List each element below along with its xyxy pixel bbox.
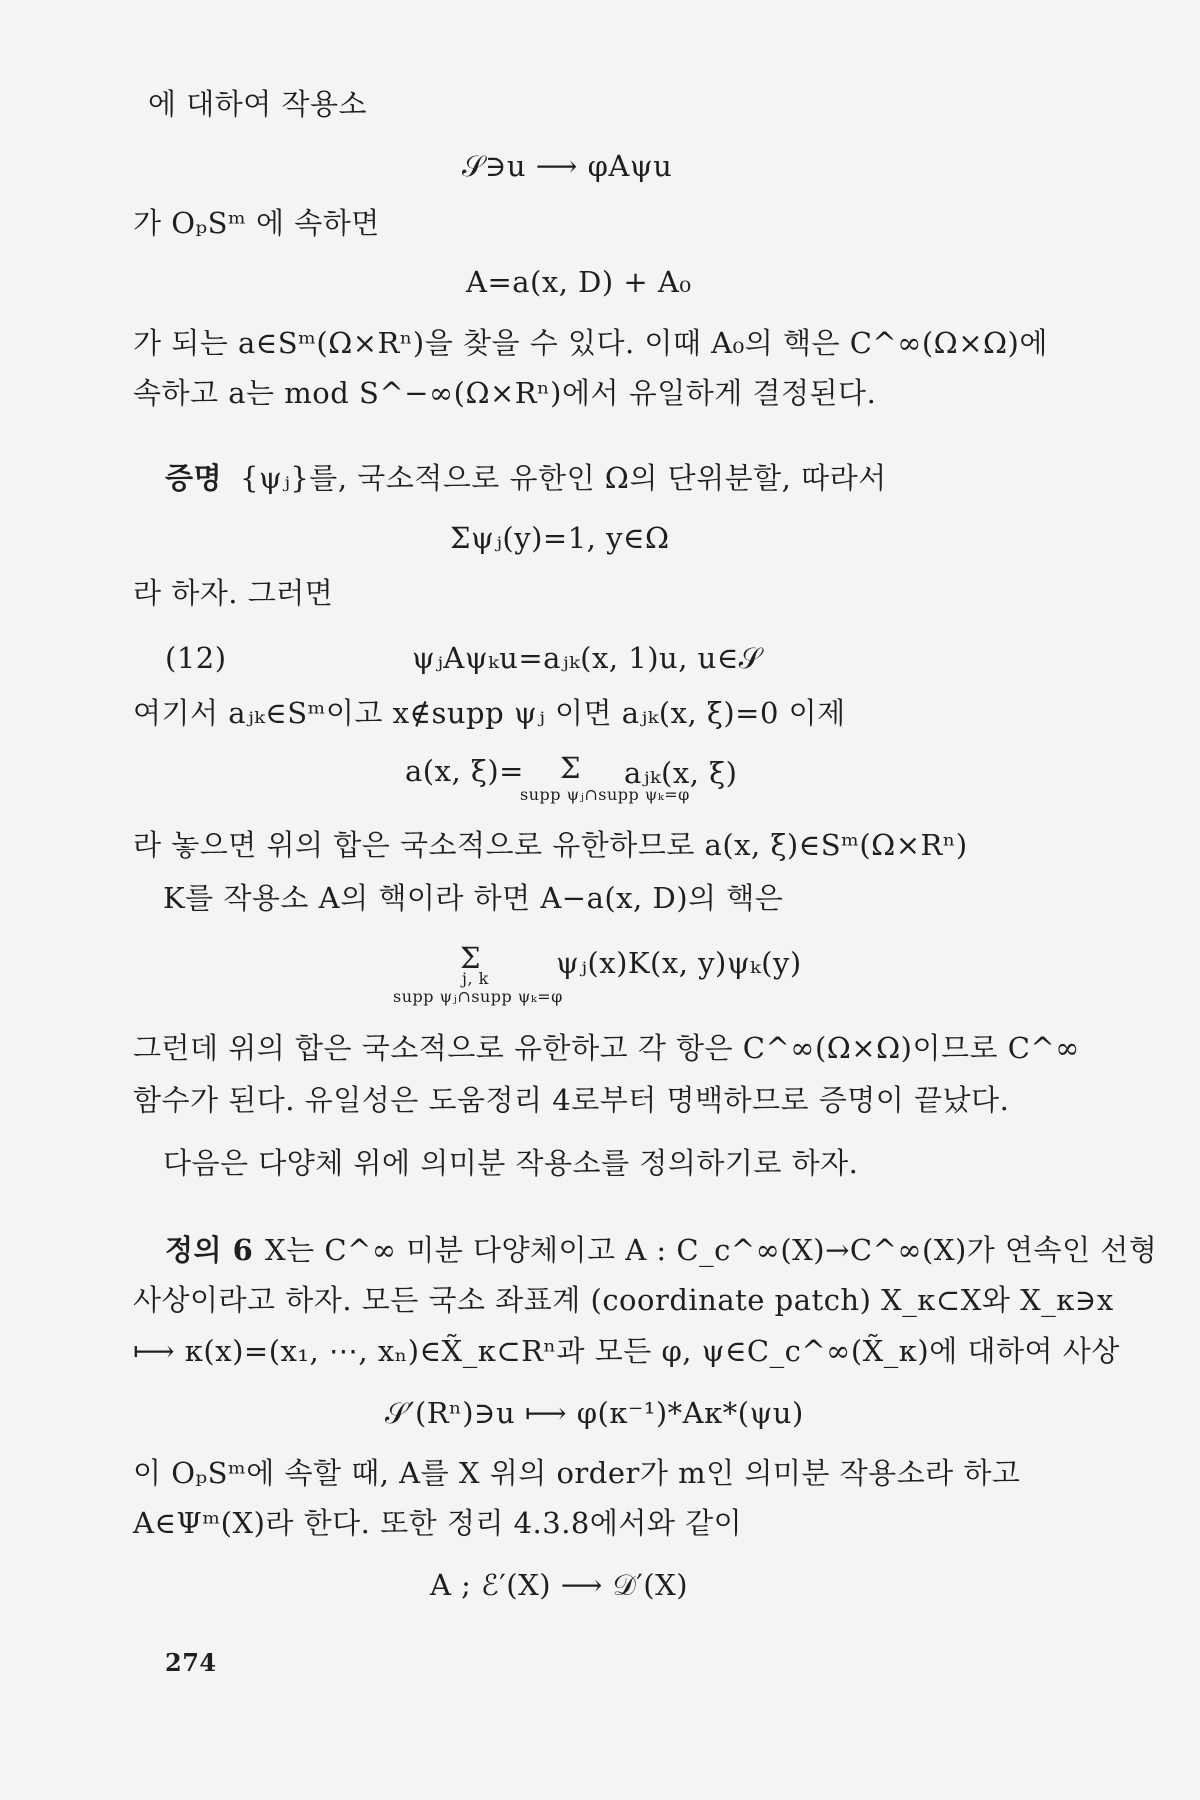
definition-label: 정의 6	[165, 1233, 254, 1267]
display-equation: Σψⱼ(y)=1, y∈Ω	[450, 521, 670, 555]
text-line: 속하고 a는 mod S^−∞(Ω×Rⁿ)에서 유일하게 결정된다.	[133, 376, 877, 410]
text-line: 가 OₚSᵐ 에 속하면	[133, 206, 380, 240]
page-number: 274	[165, 1648, 217, 1677]
display-equation: A=a(x, D) + A₀	[466, 265, 692, 299]
text-line: 사상이라고 하자. 모든 국소 좌표계 (coordinate patch) X_κ⊂X와 X_κ∋x	[133, 1283, 1114, 1317]
text-line: 함수가 된다. 유일성은 도움정리 4로부터 명백하므로 증명이 끝났다.	[133, 1083, 1010, 1117]
display-equation: 𝒮′(Rⁿ)∋u ⟼ φ(κ⁻¹)*Aκ*(ψu)	[385, 1396, 804, 1430]
display-equation: a(x, ξ)=	[405, 754, 524, 788]
text-line: 라 놓으면 위의 합은 국소적으로 유한하므로 a(x, ξ)∈Sᵐ(Ω×Rⁿ)	[133, 828, 968, 862]
text-line: K를 작용소 A의 핵이라 하면 A−a(x, D)의 핵은	[163, 881, 784, 915]
equation-number: (12)	[165, 641, 227, 675]
sum-sign: Σ	[460, 941, 482, 975]
text-line: 가 되는 a∈Sᵐ(Ω×Rⁿ)을 찾을 수 있다. 이때 A₀의 핵은 C^∞(Ω×Ω)에	[133, 326, 1048, 360]
text-line: {ψⱼ}를, 국소적으로 유한인 Ω의 단위분할, 따라서	[240, 461, 887, 495]
proof-label: 증명	[165, 461, 223, 495]
text-line: 에 대하여 작용소	[148, 87, 368, 121]
text-line: 그런데 위의 합은 국소적으로 유한하고 각 항은 C^∞(Ω×Ω)이므로 C^∞	[133, 1031, 1080, 1065]
display-equation: ψⱼ(x)K(x, y)ψₖ(y)	[556, 946, 802, 980]
display-equation: ψⱼAψₖu=aⱼₖ(x, 1)u, u∈𝒮	[412, 641, 762, 675]
text-line: 다음은 다양체 위에 의미분 작용소를 정의하기로 하자.	[163, 1146, 859, 1180]
display-equation: 𝒮∋u ⟶ φAψu	[462, 149, 673, 183]
text-line: 이 OₚSᵐ에 속할 때, A를 X 위의 order가 m인 의미분 작용소라 하고	[133, 1456, 1021, 1490]
sum-subscript: supp ψⱼ∩supp ψₖ=φ	[393, 987, 563, 1006]
text-line: ⟼ κ(x)=(x₁, ⋯, xₙ)∈X̃_κ⊂Rⁿ과 모든 φ, ψ∈C_c^∞(X̃_κ)에 대하여 사상	[133, 1334, 1120, 1368]
text-line: A∈Ψᵐ(X)라 한다. 또한 정리 4.3.8에서와 같이	[133, 1506, 743, 1540]
text-line: 라 하자. 그러면	[133, 576, 334, 610]
display-equation: aⱼₖ(x, ξ)	[624, 756, 738, 790]
sum-index: j, k	[462, 969, 489, 988]
display-equation: A ; ℰ′(X) ⟶ 𝒟′(X)	[430, 1568, 689, 1602]
text-line: 여기서 aⱼₖ∈Sᵐ이고 x∉supp ψⱼ 이면 aⱼₖ(x, ξ)=0 이제	[133, 696, 846, 730]
sum-sign: Σ	[560, 751, 582, 785]
sum-subscript: supp ψⱼ∩supp ψₖ=φ	[520, 785, 690, 804]
text-line: X는 C^∞ 미분 다양체이고 A : C_c^∞(X)→C^∞(X)가 연속인 선형	[265, 1233, 1158, 1267]
